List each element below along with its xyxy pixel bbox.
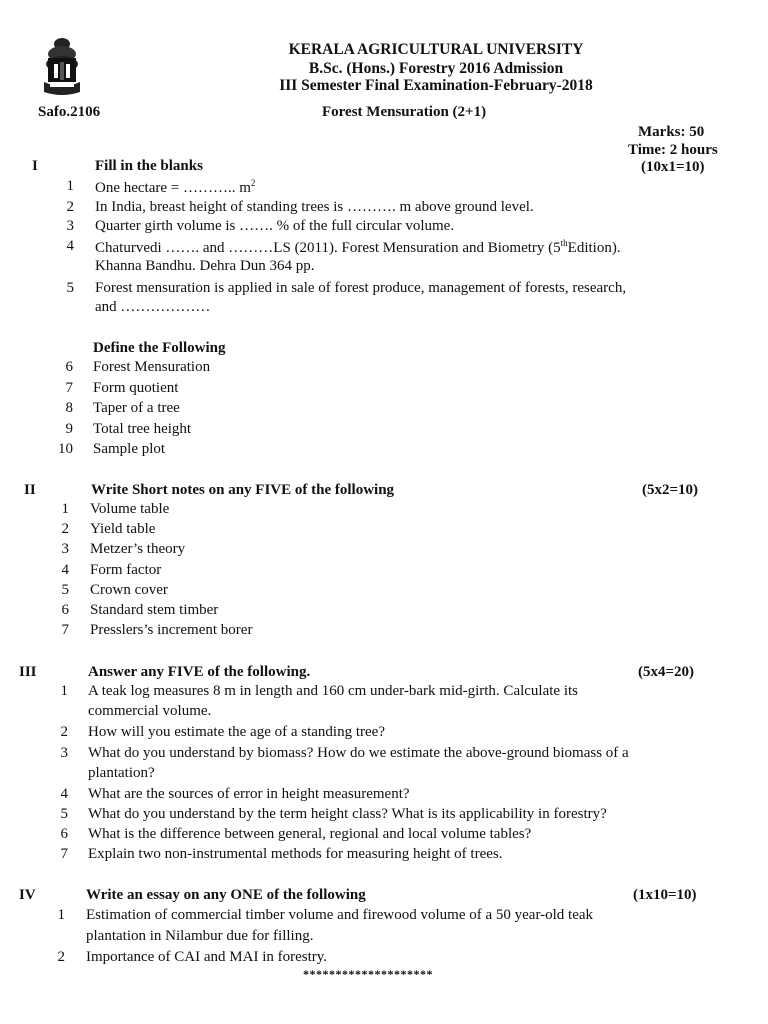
question-number: 8: [65, 400, 73, 416]
question-number: 1: [57, 907, 65, 923]
question-text-continued: Khanna Bandhu. Dehra Dun 364 pp.: [95, 258, 315, 274]
question-text: What do you understand by the term height class? What is its applicability in forestry?: [88, 806, 607, 822]
section-number: III: [19, 664, 37, 680]
question-number: 2: [61, 521, 69, 538]
question-number: 1: [61, 501, 69, 517]
question-number: 7: [61, 622, 69, 639]
course-code: Safo.2106: [38, 104, 101, 120]
question-text: Form factor: [90, 561, 162, 578]
question-text: Form quotient: [93, 379, 179, 396]
question-number: 1: [66, 178, 74, 194]
question-number: 3: [66, 218, 74, 234]
question-text-continued: plantation in Nilambur due for filling.: [86, 928, 314, 944]
question-text: Yield table: [90, 521, 156, 538]
question-number: 5: [60, 806, 68, 822]
question-number: 2: [60, 724, 68, 740]
question-number: 5: [61, 581, 69, 598]
question-number: 3: [61, 541, 69, 558]
question-number: 10: [58, 441, 73, 457]
section-marks: (1x10=10): [633, 887, 697, 903]
program-name: B.Sc. (Hons.) Forestry 2016 Admission: [308, 60, 564, 77]
duration: Time: 2 hours: [628, 142, 718, 158]
question-text: Importance of CAI and MAI in forestry.: [86, 949, 328, 965]
question-number: 9: [65, 420, 73, 437]
question-text: What do you understand by biomass? How do we estimate the above-ground biomass of a: [88, 745, 629, 761]
subsection-title: Define the Following: [93, 340, 226, 356]
section-number: II: [24, 482, 36, 498]
question-text: Forest mensuration is applied in sale of forest produce, management of forests, research,: [95, 280, 627, 296]
question-number: 4: [66, 238, 74, 254]
section-marks: (5x2=10): [642, 482, 699, 498]
question-number: 3: [60, 745, 68, 761]
section-title: Write an essay on any ONE of the following: [86, 887, 366, 903]
question-text: How will you estimate the age of a standing tree?: [88, 724, 385, 740]
question-number: 7: [60, 846, 68, 862]
exam-name: III Semester Final Examination-February-2018: [279, 77, 593, 94]
question-text: Taper of a tree: [93, 400, 180, 416]
question-number: 7: [65, 379, 73, 396]
question-text: In India, breast height of standing trees is ………. m above ground level.: [95, 199, 534, 215]
section-marks: (10x1=10): [641, 159, 705, 175]
question-number: 4: [60, 786, 68, 802]
question-number: 6: [60, 826, 68, 842]
question-text: A teak log measures 8 m in length and 160 cm under-bark mid-girth. Calculate its: [88, 683, 578, 699]
question-text: Sample plot: [93, 441, 166, 457]
section-title: Fill in the blanks: [95, 158, 203, 174]
question-text-continued: and ………………: [95, 299, 211, 315]
question-text: Metzer’s theory: [90, 541, 186, 558]
question-text: Estimation of commercial timber volume and firewood volume of a 50 year-old teak: [86, 907, 594, 923]
question-text: Explain two non-instrumental methods for measuring height of trees.: [88, 846, 503, 862]
end-of-paper-marker: ********************: [303, 967, 433, 981]
section-number: IV: [19, 887, 36, 903]
question-text: What are the sources of error in height measurement?: [88, 786, 410, 802]
question-number: 6: [61, 602, 69, 618]
question-text: Forest Mensuration: [93, 359, 211, 375]
section-title: Answer any FIVE of the following.: [88, 664, 311, 680]
course-title: Forest Mensuration (2+1): [322, 104, 487, 120]
question-number: 1: [60, 683, 68, 699]
question-number: 5: [66, 280, 74, 296]
question-text: Presslers’s increment borer: [90, 622, 253, 639]
question-text: Chaturvedi ……. and ………LS (2011). Forest Mensuration and Biometry (5thEdition).: [95, 238, 621, 256]
question-number: 2: [66, 199, 74, 215]
question-text: One hectare = ……….. $m^2$: [95, 178, 256, 196]
question-text: Volume table: [90, 501, 170, 517]
section-marks: (5x4=20): [638, 664, 695, 680]
question-text: Crown cover: [90, 581, 168, 598]
question-text: Quarter girth volume is ……. % of the full circular volume.: [95, 218, 455, 234]
question-text-continued: commercial volume.: [88, 703, 212, 719]
question-text: Standard stem timber: [90, 602, 219, 618]
section-number: I: [32, 158, 38, 174]
section-title: Write Short notes on any FIVE of the following: [91, 482, 395, 498]
question-number: 2: [57, 949, 65, 965]
question-text: What is the difference between general, regional and local volume tables?: [88, 826, 532, 842]
university-name: KERALA AGRICULTURAL UNIVERSITY: [288, 41, 584, 58]
question-number: 6: [65, 359, 73, 375]
question-text: Total tree height: [93, 420, 192, 437]
question-text-continued: plantation?: [88, 765, 155, 781]
max-marks: Marks: 50: [638, 124, 705, 140]
question-number: 4: [61, 561, 69, 578]
